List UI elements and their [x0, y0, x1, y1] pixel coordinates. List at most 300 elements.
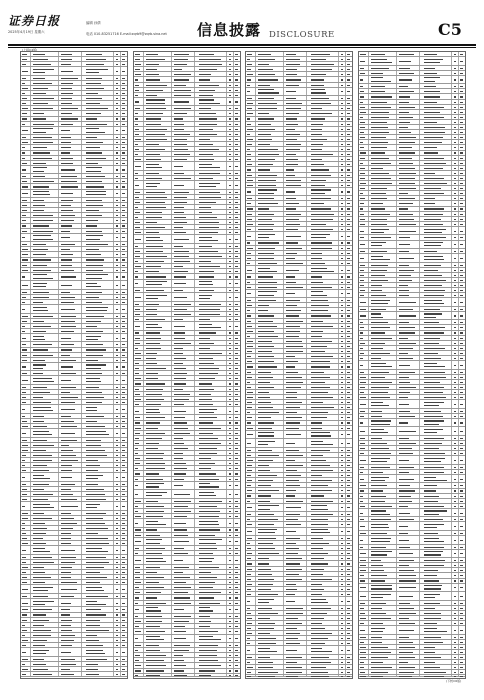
table-cell: [21, 76, 31, 80]
text-stroke: [454, 107, 457, 108]
text-stroke: [360, 244, 365, 245]
table-cell: [420, 94, 452, 98]
table-row: [134, 538, 240, 547]
table-cell: [82, 203, 114, 207]
table-cell: [144, 111, 173, 115]
text-stroke: [347, 164, 350, 165]
table-cell: [21, 448, 31, 452]
table-cell: [256, 201, 285, 205]
text-stroke: [229, 353, 232, 354]
text-stroke: [424, 173, 436, 174]
text-stroke: [235, 603, 238, 604]
table-cell: [246, 636, 256, 640]
text-stroke: [399, 142, 415, 143]
table-cell: [234, 351, 240, 355]
table-cell: [144, 538, 173, 546]
text-stroke: [341, 455, 344, 456]
text-stroke: [33, 507, 54, 508]
text-stroke: [360, 68, 364, 69]
table-cell: [121, 247, 127, 251]
text-stroke: [311, 169, 329, 170]
text-stroke: [86, 307, 109, 308]
table-cell: [256, 522, 285, 526]
table-cell: [21, 473, 31, 481]
table-cell: [172, 565, 195, 569]
text-stroke: [229, 529, 232, 530]
table-cell: [59, 570, 82, 574]
table-cell: [234, 111, 240, 115]
table-cell: [346, 473, 352, 477]
text-stroke: [286, 377, 302, 378]
text-stroke: [229, 69, 232, 70]
text-stroke: [311, 412, 328, 413]
text-stroke: [235, 529, 238, 530]
table-cell: [284, 606, 307, 610]
text-stroke: [146, 524, 166, 525]
text-stroke: [199, 616, 210, 617]
text-stroke: [199, 417, 217, 418]
text-stroke: [371, 132, 389, 133]
table-cell: [134, 176, 144, 180]
text-stroke: [122, 124, 125, 125]
table-cell: [144, 519, 173, 527]
text-stroke: [229, 304, 232, 305]
text-stroke: [258, 648, 269, 649]
text-stroke: [33, 336, 44, 337]
table-cell: [284, 290, 307, 298]
text-stroke: [199, 332, 216, 333]
text-stroke: [146, 373, 157, 374]
text-stroke: [174, 363, 183, 364]
table-cell: [234, 302, 240, 306]
table-cell: [31, 585, 60, 593]
text-stroke: [286, 434, 300, 435]
text-stroke: [247, 341, 254, 342]
table-cell: [172, 528, 195, 532]
table-cell: [21, 208, 31, 212]
text-stroke: [286, 543, 296, 544]
text-stroke: [454, 178, 457, 179]
text-stroke: [116, 397, 119, 398]
table-cell: [256, 641, 285, 645]
text-stroke: [229, 144, 232, 145]
text-stroke: [86, 171, 102, 172]
table-cell: [307, 122, 339, 126]
text-stroke: [235, 433, 238, 434]
text-stroke: [61, 450, 72, 451]
table-cell: [134, 215, 144, 219]
text-stroke: [341, 236, 344, 237]
table-cell: [134, 371, 144, 375]
table-cell: [144, 83, 173, 87]
table-cell: [21, 628, 31, 632]
text-stroke: [86, 235, 104, 236]
table-cell: [256, 567, 285, 571]
text-stroke: [454, 127, 457, 128]
text-stroke: [199, 54, 214, 55]
table-cell: [82, 638, 114, 642]
table-cell: [234, 88, 240, 92]
text-stroke: [199, 399, 213, 400]
text-stroke: [122, 433, 125, 434]
table-cell: [134, 181, 144, 189]
table-cell: [21, 324, 31, 328]
text-stroke: [460, 79, 463, 80]
table-cell: [420, 227, 452, 235]
text-stroke: [135, 572, 140, 573]
text-stroke: [199, 276, 215, 277]
text-stroke: [199, 79, 210, 80]
table-cell: [397, 207, 420, 211]
text-stroke: [174, 227, 182, 228]
text-stroke: [371, 68, 389, 69]
text-stroke: [116, 373, 119, 374]
table-cell: [284, 106, 307, 110]
table-cell: [134, 509, 144, 513]
table-cell: [144, 533, 173, 537]
table-cell: [246, 641, 256, 645]
table-cell: [284, 611, 307, 615]
text-stroke: [235, 616, 238, 617]
text-stroke: [341, 321, 344, 322]
table-cell: [195, 205, 227, 209]
text-stroke: [258, 638, 276, 639]
table-row: [21, 672, 127, 677]
text-stroke: [229, 383, 232, 384]
text-stroke: [235, 626, 238, 627]
text-stroke: [229, 319, 232, 320]
text-stroke: [174, 290, 183, 291]
table-cell: [346, 137, 352, 141]
text-stroke: [258, 258, 274, 259]
text-stroke: [286, 392, 297, 393]
table-cell: [21, 334, 31, 342]
table-cell: [82, 565, 114, 569]
text-stroke: [174, 511, 190, 512]
table-cell: [121, 376, 127, 384]
table-cell: [172, 171, 195, 175]
text-stroke: [235, 95, 238, 96]
text-stroke: [174, 283, 185, 284]
text-stroke: [347, 589, 350, 590]
text-stroke: [341, 74, 344, 75]
text-stroke: [460, 158, 463, 159]
text-stroke: [33, 465, 47, 466]
text-stroke: [399, 208, 408, 209]
text-stroke: [347, 531, 350, 532]
text-stroke: [311, 198, 331, 199]
table-cell: [397, 105, 420, 109]
table-cell: [307, 303, 339, 307]
text-stroke: [135, 348, 138, 349]
text-stroke: [235, 256, 238, 257]
table-cell: [31, 86, 60, 90]
table-cell: [346, 62, 352, 66]
text-stroke: [135, 417, 140, 418]
text-stroke: [286, 584, 296, 585]
table-cell: [172, 371, 195, 375]
table-cell: [307, 626, 339, 630]
table-cell: [144, 205, 173, 209]
table-cell: [359, 105, 369, 109]
text-stroke: [235, 297, 238, 298]
text-stroke: [146, 149, 165, 150]
text-stroke: [424, 245, 442, 246]
text-stroke: [247, 85, 250, 86]
table-cell: [134, 643, 144, 647]
table-cell: [195, 490, 227, 498]
text-stroke: [311, 475, 323, 476]
table-cell: [21, 135, 31, 139]
table-cell: [246, 512, 256, 516]
table-cell: [195, 624, 227, 628]
text-stroke: [311, 124, 323, 125]
text-stroke: [146, 54, 158, 55]
table-cell: [307, 101, 339, 105]
table-cell: [82, 487, 114, 491]
table-cell: [31, 424, 60, 428]
table-cell: [21, 268, 31, 272]
table-cell: [234, 98, 240, 106]
table-cell: [346, 308, 352, 312]
text-stroke: [229, 394, 232, 395]
table-cell: [195, 98, 227, 106]
table-cell: [420, 105, 452, 109]
text-stroke: [86, 339, 98, 340]
table-cell: [31, 203, 60, 207]
text-stroke: [286, 305, 296, 306]
table-cell: [307, 246, 339, 250]
text-stroke: [86, 286, 101, 287]
text-stroke: [229, 113, 232, 114]
table-cell: [31, 618, 60, 622]
text-stroke: [61, 113, 72, 114]
table-cell: [59, 252, 82, 256]
table-cell: [246, 196, 256, 200]
text-stroke: [122, 59, 125, 60]
table-cell: [420, 217, 452, 221]
table-cell: [307, 468, 339, 472]
text-stroke: [61, 225, 72, 226]
table-cell: [246, 246, 256, 250]
table-cell: [284, 483, 307, 487]
table-cell: [31, 448, 60, 452]
table-cell: [31, 594, 60, 598]
table-cell: [234, 446, 240, 450]
table-row: [134, 235, 240, 244]
text-stroke: [33, 499, 47, 500]
text-stroke: [286, 154, 295, 155]
text-stroke: [116, 630, 119, 631]
text-stroke: [174, 609, 184, 610]
text-stroke: [135, 650, 138, 651]
table-cell: [369, 94, 398, 98]
table-cell: [134, 421, 144, 425]
table-cell: [21, 348, 31, 352]
text-stroke: [122, 292, 125, 293]
table-cell: [234, 504, 240, 508]
text-stroke: [86, 562, 109, 563]
table-cell: [246, 536, 256, 540]
text-stroke: [86, 392, 103, 393]
table-cell: [346, 597, 352, 605]
text-stroke: [247, 531, 252, 532]
table-cell: [21, 648, 31, 656]
text-stroke: [135, 118, 138, 119]
table-cell: [82, 657, 114, 661]
table-cell: [82, 599, 114, 607]
text-stroke: [199, 655, 218, 656]
text-stroke: [247, 175, 252, 176]
text-stroke: [341, 185, 344, 186]
table-cell: [346, 152, 352, 156]
table-cell: [144, 220, 173, 224]
text-stroke: [229, 458, 232, 459]
text-stroke: [311, 589, 324, 590]
table-cell: [82, 607, 114, 611]
table-cell: [346, 122, 352, 126]
text-stroke: [424, 188, 442, 189]
text-stroke: [229, 95, 232, 96]
text-stroke: [86, 194, 107, 195]
text-stroke: [122, 344, 125, 345]
text-stroke: [371, 127, 388, 128]
table-cell: [195, 376, 227, 380]
table-row: [246, 646, 352, 655]
table-cell: [121, 643, 127, 647]
text-stroke: [199, 577, 217, 578]
text-stroke: [235, 383, 238, 384]
text-stroke: [235, 353, 238, 354]
table-cell: [346, 636, 352, 640]
text-stroke: [199, 468, 212, 469]
text-stroke: [86, 504, 100, 505]
text-stroke: [247, 443, 251, 444]
text-stroke: [135, 373, 139, 374]
text-stroke: [371, 251, 386, 252]
table-cell: [31, 122, 60, 126]
text-stroke: [22, 64, 26, 65]
text-stroke: [371, 219, 386, 220]
text-stroke: [235, 69, 238, 70]
table-cell: [284, 308, 307, 312]
text-stroke: [146, 358, 156, 359]
text-stroke: [86, 249, 100, 250]
text-stroke: [229, 670, 232, 671]
table-cell: [134, 259, 144, 263]
text-stroke: [199, 154, 213, 155]
table-cell: [31, 81, 60, 85]
text-stroke: [341, 422, 344, 423]
text-stroke: [61, 360, 76, 361]
text-stroke: [360, 96, 364, 97]
table-cell: [246, 400, 256, 404]
text-stroke: [174, 90, 191, 91]
table-cell: [172, 595, 195, 599]
table-cell: [172, 551, 195, 555]
text-stroke: [347, 569, 350, 570]
table-cell: [172, 67, 195, 71]
text-stroke: [247, 164, 253, 165]
table-cell: [307, 67, 339, 71]
text-stroke: [86, 355, 103, 356]
text-stroke: [122, 645, 125, 646]
table-cell: [59, 161, 82, 165]
text-stroke: [146, 251, 163, 252]
text-stroke: [122, 392, 125, 393]
table-cell: [284, 597, 307, 605]
text-stroke: [258, 485, 271, 486]
table-cell: [284, 132, 307, 136]
table-cell: [284, 147, 307, 151]
text-stroke: [235, 197, 238, 198]
table-cell: [172, 312, 195, 316]
table-cell: [284, 463, 307, 467]
text-stroke: [146, 69, 157, 70]
text-stroke: [235, 468, 238, 469]
table-cell: [284, 582, 307, 586]
text-stroke: [311, 628, 326, 629]
text-stroke: [86, 455, 107, 456]
table-row: [134, 322, 240, 331]
text-stroke: [122, 582, 125, 583]
text-stroke: [22, 181, 27, 182]
table-cell: [82, 613, 114, 617]
table-cell: [397, 212, 420, 216]
column-1: [20, 51, 128, 679]
text-stroke: [229, 378, 232, 379]
table-cell: [172, 504, 195, 508]
text-stroke: [311, 234, 331, 235]
text-stroke: [116, 652, 119, 653]
text-stroke: [311, 532, 330, 533]
text-stroke: [229, 54, 232, 55]
table-cell: [82, 348, 114, 352]
text-stroke: [286, 64, 300, 65]
text-stroke: [311, 470, 333, 471]
table-cell: [59, 258, 82, 262]
table-cell: [246, 349, 256, 353]
table-cell: [172, 635, 195, 643]
text-stroke: [86, 523, 105, 524]
text-stroke: [286, 613, 303, 614]
text-stroke: [247, 485, 251, 486]
text-stroke: [258, 505, 278, 506]
table-cell: [59, 648, 82, 656]
table-cell: [459, 235, 465, 239]
text-stroke: [146, 592, 161, 593]
text-stroke: [229, 217, 232, 218]
text-stroke: [174, 319, 183, 320]
table-cell: [397, 115, 420, 119]
table-cell: [195, 106, 227, 110]
text-stroke: [286, 397, 297, 398]
text-stroke: [341, 623, 344, 624]
table-cell: [256, 504, 285, 512]
text-stroke: [33, 577, 51, 578]
table-cell: [144, 387, 173, 391]
text-stroke: [122, 465, 125, 466]
text-stroke: [360, 147, 364, 148]
text-stroke: [247, 180, 253, 181]
table-cell: [121, 67, 127, 75]
text-stroke: [33, 538, 43, 539]
text-stroke: [247, 108, 253, 109]
text-stroke: [286, 589, 297, 590]
table-cell: [359, 171, 369, 175]
table-cell: [234, 220, 240, 224]
text-stroke: [22, 205, 27, 206]
